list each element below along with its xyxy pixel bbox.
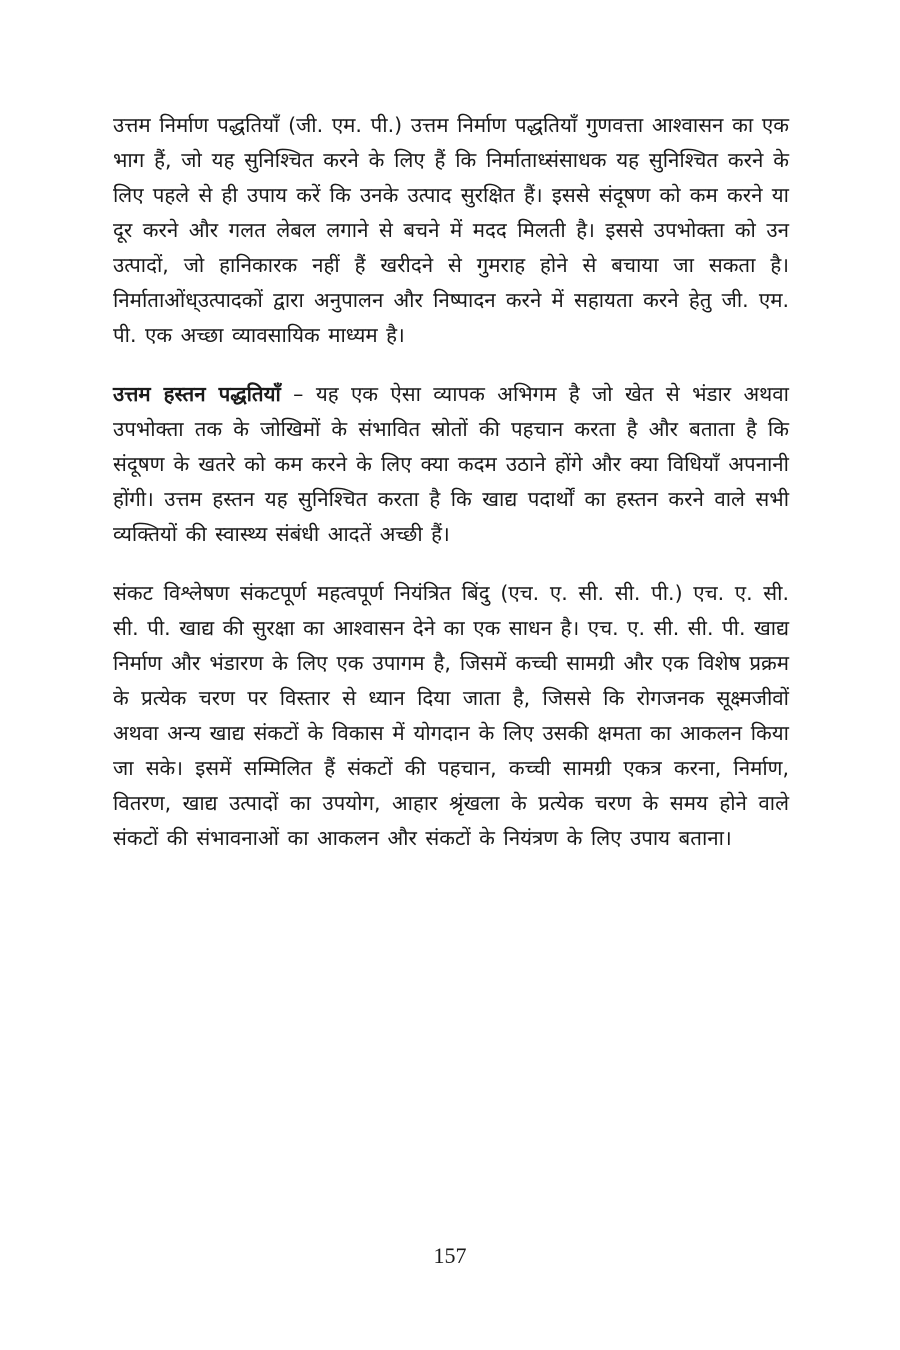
paragraph-good-handling-text: यह एक ऐसा व्यापक अभिगम है जो खेत से भंडार अथवा उपभोक्ता तक के जोखिमों के संभावित स्रोतों की पहचान करता है और बताता है कि संदूषण के खतरे को कम करने के लिए क्या कदम उठाने होंगे और क्या विधियाँ अपनानी होंगी। उत्तम हस्तन यह सुनिश्चित करता है कि खाद्य पदार्थों का हस्तन करने वाले सभी व्यक्तियों की स्वास्थ्य संबंधी आदतें अच्छी हैं। bbox=[113, 382, 789, 546]
paragraph-good-handling bbox=[113, 377, 789, 552]
paragraph-haccp bbox=[113, 576, 789, 856]
paragraph-haccp-text: संकट विश्लेषण संकटपूर्ण महत्वपूर्ण नियंत्रित बिंदु (एच. ए. सी. सी. पी.) एच. ए. सी. सी. पी. खाद्य की सुरक्षा का आश्वासन देने का एक साधन है। एच. ए. सी. सी. पी. खाद्य निर्माण और भंडारण के लिए एक उपागम है, जिसमें कच्ची सामग्री और एक विशेष प्रक्रम के प्रत्येक चरण पर विस्तार से ध्यान दिया जाता है, जिससे कि रोगजनक सूक्ष्मजीवों अथवा अन्य खाद्य संकटों के विकास में योगदान के लिए उसकी क्षमता का आकलन किया जा सके। इसमें सम्मिलित हैं संकटों की पहचान, कच्ची सामग्री एकत्र करना, निर्माण, वितरण, खाद्य उत्पादों का उपयोग, आहार श्रृंखला के प्रत्येक चरण के समय होने वाले संकटों की संभावनाओं का आकलन और संकटों के नियंत्रण के लिए उपाय बताना। bbox=[113, 581, 789, 850]
paragraph-gmp bbox=[113, 108, 789, 353]
page-body bbox=[113, 108, 789, 880]
page-number: 157 bbox=[433, 1243, 467, 1268]
good-handling-heading: उत्तम हस्तन पद्धतियाँ bbox=[113, 382, 281, 406]
heading-dash: – bbox=[280, 382, 316, 406]
paragraph-gmp-text: उत्तम निर्माण पद्धतियाँ (जी. एम. पी.) उत्तम निर्माण पद्धतियाँ गुणवत्ता आश्वासन का एक भाग हैं, जो यह सुनिश्चित करने के लिए हैं कि निर्माताध्संसाधक यह सुनिश्चित करने के लिए पहले से ही उपाय करें कि उनके उत्पाद सुरक्षित हैं। इससे संदूषण को कम करने या दूर करने और गलत लेबल लगाने से बचने में मदद मिलती है। इससे उपभोक्ता को उन उत्पादों, जो हानिकारक नहीं हैं खरीदने से गुमराह होने से बचाया जा सकता है। निर्माताओंध्उत्पादकों द्वारा अनुपालन और निष्पादन करने में सहायता करने हेतु जी. एम. पी. एक अच्छा व्यावसायिक माध्यम है। bbox=[113, 113, 789, 347]
